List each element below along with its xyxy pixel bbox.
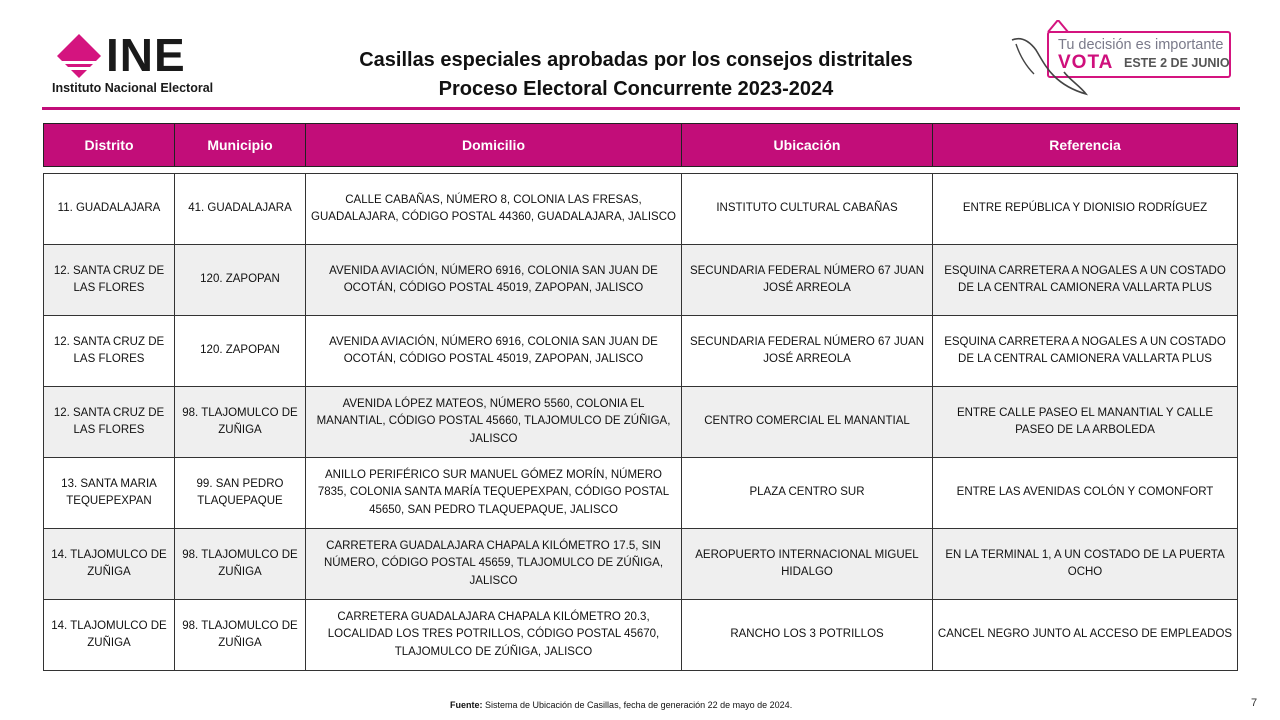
- cell-distrito: 12. SANTA CRUZ DE LAS FLORES: [44, 316, 175, 387]
- cell-distrito: 12. SANTA CRUZ DE LAS FLORES: [44, 245, 175, 316]
- source-note: [450, 700, 792, 710]
- cell-domicilio: AVENIDA AVIACIÓN, NÚMERO 6916, COLONIA SAN JUAN DE OCOTÁN, CÓDIGO POSTAL 45019, ZAPOPAN, JALISCO: [306, 245, 682, 316]
- cell-ubicacion: CENTRO COMERCIAL EL MANANTIAL: [682, 387, 933, 458]
- cell-ubicacion: RANCHO LOS 3 POTRILLOS: [682, 600, 933, 671]
- cell-distrito: 12. SANTA CRUZ DE LAS FLORES: [44, 387, 175, 458]
- cell-referencia: EN LA TERMINAL 1, A UN COSTADO DE LA PUERTA OCHO: [933, 529, 1238, 600]
- cell-distrito: 14. TLAJOMULCO DE ZUÑIGA: [44, 600, 175, 671]
- cell-referencia: ESQUINA CARRETERA A NOGALES A UN COSTADO DE LA CENTRAL CAMIONERA VALLARTA PLUS: [933, 316, 1238, 387]
- column-header-ubicacion: Ubicación: [682, 124, 933, 167]
- source-label: Fuente:: [450, 700, 483, 710]
- casillas-table: [43, 173, 1238, 671]
- cell-ubicacion: INSTITUTO CULTURAL CABAÑAS: [682, 174, 933, 245]
- title-line-2: Proceso Electoral Concurrente 2023-2024: [438, 78, 834, 100]
- table-row: [44, 600, 1238, 671]
- cell-distrito: 11. GUADALAJARA: [44, 174, 175, 245]
- ine-diamond-icon: [54, 32, 104, 82]
- ine-logo: [52, 29, 222, 98]
- page-number: 7: [1251, 697, 1258, 709]
- column-header-referencia: Referencia: [933, 124, 1238, 167]
- cell-distrito: 13. SANTA MARIA TEQUEPEXPAN: [44, 458, 175, 529]
- cell-domicilio: AVENIDA AVIACIÓN, NÚMERO 6916, COLONIA SAN JUAN DE OCOTÁN, CÓDIGO POSTAL 45019, ZAPOPAN, JALISCO: [306, 316, 682, 387]
- cell-domicilio: CALLE CABAÑAS, NÚMERO 8, COLONIA LAS FRESAS, GUADALAJARA, CÓDIGO POSTAL 44360, GUADALAJARA, JALISCO: [306, 174, 682, 245]
- cell-distrito: 14. TLAJOMULCO DE ZUÑIGA: [44, 529, 175, 600]
- cell-municipio: 98. TLAJOMULCO DE ZUÑIGA: [175, 529, 306, 600]
- table-row: [44, 174, 1238, 245]
- vota-badge: [1008, 20, 1238, 100]
- cell-municipio: 98. TLAJOMULCO DE ZUÑIGA: [175, 387, 306, 458]
- cell-domicilio: ANILLO PERIFÉRICO SUR MANUEL GÓMEZ MORÍN, NÚMERO 7835, COLONIA SANTA MARÍA TEQUEPEXPAN, CÓDIGO POSTAL 45650, SAN PEDRO TLAQUEPAQUE, JALISCO: [306, 458, 682, 529]
- cell-domicilio: CARRETERA GUADALAJARA CHAPALA KILÓMETRO 20.3, LOCALIDAD LOS TRES POTRILLOS, CÓDIGO POSTAL 45670, TLAJOMULCO DE ZÚÑIGA, JALISCO: [306, 600, 682, 671]
- cell-municipio: 98. TLAJOMULCO DE ZUÑIGA: [175, 600, 306, 671]
- logo-subtitle: Instituto Nacional Electoral: [52, 81, 214, 95]
- header-divider: [42, 107, 1240, 110]
- cell-domicilio: CARRETERA GUADALAJARA CHAPALA KILÓMETRO 17.5, SIN NÚMERO, CÓDIGO POSTAL 45659, TLAJOMULCO DE ZÚÑIGA, JALISCO: [306, 529, 682, 600]
- cell-ubicacion: SECUNDARIA FEDERAL NÚMERO 67 JUAN JOSÉ ARREOLA: [682, 316, 933, 387]
- cell-municipio: 99. SAN PEDRO TLAQUEPAQUE: [175, 458, 306, 529]
- title-line-1: Casillas especiales aprobadas por los consejos distritales: [359, 49, 913, 71]
- cell-domicilio: AVENIDA LÓPEZ MATEOS, NÚMERO 5560, COLONIA EL MANANTIAL, CÓDIGO POSTAL 45660, TLAJOMULCO DE ZÚÑIGA, JALISCO: [306, 387, 682, 458]
- badge-date: ESTE 2 DE JUNIO: [1124, 56, 1230, 70]
- cell-ubicacion: AEROPUERTO INTERNACIONAL MIGUEL HIDALGO: [682, 529, 933, 600]
- table-row: [44, 387, 1238, 458]
- cell-ubicacion: PLAZA CENTRO SUR: [682, 458, 933, 529]
- cell-ubicacion: SECUNDARIA FEDERAL NÚMERO 67 JUAN JOSÉ ARREOLA: [682, 245, 933, 316]
- column-header-distrito: Distrito: [44, 124, 175, 167]
- table-row: [44, 458, 1238, 529]
- cell-referencia: ENTRE REPÚBLICA Y DIONISIO RODRÍGUEZ: [933, 174, 1238, 245]
- cell-municipio: 120. ZAPOPAN: [175, 316, 306, 387]
- logo-wordmark: INE: [106, 29, 186, 81]
- badge-vota: VOTA: [1058, 52, 1114, 73]
- cell-referencia: ENTRE LAS AVENIDAS COLÓN Y COMONFORT: [933, 458, 1238, 529]
- table-row: [44, 245, 1238, 316]
- table-row: [44, 529, 1238, 600]
- cell-referencia: ENTRE CALLE PASEO EL MANANTIAL Y CALLE PASEO DE LA ARBOLEDA: [933, 387, 1238, 458]
- cell-referencia: CANCEL NEGRO JUNTO AL ACCESO DE EMPLEADOS: [933, 600, 1238, 671]
- badge-text-top: Tu decisión es importante: [1058, 37, 1224, 53]
- table-header: [43, 123, 1238, 167]
- source-text: Sistema de Ubicación de Casillas, fecha de generación 22 de mayo de 2024.: [482, 700, 793, 710]
- page-title: [300, 46, 972, 104]
- column-header-municipio: Municipio: [175, 124, 306, 167]
- cell-municipio: 120. ZAPOPAN: [175, 245, 306, 316]
- cell-referencia: ESQUINA CARRETERA A NOGALES A UN COSTADO DE LA CENTRAL CAMIONERA VALLARTA PLUS: [933, 245, 1238, 316]
- table-row: [44, 316, 1238, 387]
- cell-municipio: 41. GUADALAJARA: [175, 174, 306, 245]
- column-header-domicilio: Domicilio: [306, 124, 682, 167]
